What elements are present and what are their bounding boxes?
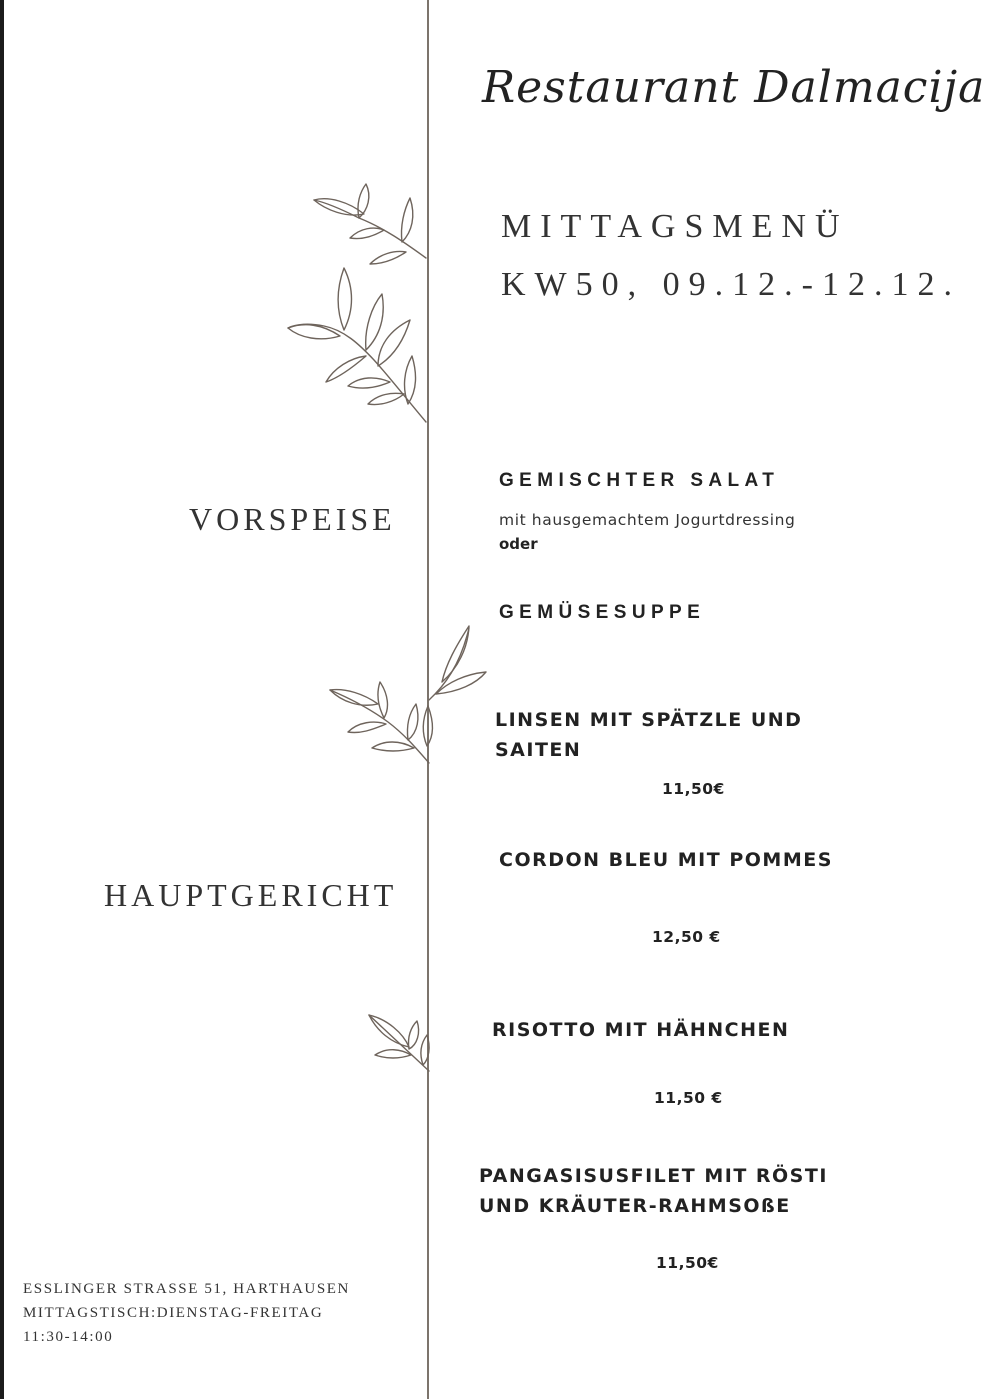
dish-name-line: UND KRÄUTER-RAHMSOßE — [479, 1195, 791, 1217]
starter-option-description: mit hausgemachtem Jogurtdressing — [499, 511, 796, 529]
menu-week: KW50, 09.12.-12.12. — [501, 266, 961, 303]
leaf-branch-icon — [324, 620, 494, 770]
dish-price-4: 11,50€ — [656, 1254, 719, 1272]
section-label-hauptgericht: HAUPTGERICHT — [104, 877, 398, 913]
main-dish-3 — [492, 1015, 789, 1045]
footer-info — [23, 1277, 350, 1349]
restaurant-name: Restaurant Dalmacija — [482, 62, 986, 113]
footer-days: MITTAGSTISCH:DIENSTAG-FREITAG — [23, 1305, 324, 1321]
main-dish-2 — [499, 845, 833, 875]
dish-name-line: LINSEN MIT SPÄTZLE UND — [495, 709, 803, 731]
dish-name-line: CORDON BLEU MIT POMMES — [499, 849, 833, 871]
main-dish-4 — [479, 1161, 828, 1221]
leaf-branch-icon — [359, 1005, 434, 1075]
menu-title: MITTAGSMENÜ — [501, 208, 849, 245]
dish-name-line: RISOTTO MIT HÄHNCHEN — [492, 1019, 790, 1041]
menu-page — [4, 0, 997, 1399]
dish-price-2: 12,50 € — [652, 928, 721, 946]
starter-option-salad: GEMISCHTER SALAT — [499, 470, 780, 491]
starter-option-soup: GEMÜSESUPPE — [499, 602, 706, 623]
dish-name-line: SAITEN — [495, 739, 582, 761]
dish-price-1: 11,50€ — [662, 780, 725, 798]
dish-price-3: 11,50 € — [654, 1089, 723, 1107]
starter-connector: oder — [499, 535, 538, 553]
footer-address: ESSLINGER STRASSE 51, HARTHAUSEN — [23, 1281, 350, 1297]
dish-name-line: PANGASISUSFILET MIT RÖSTI — [479, 1165, 828, 1187]
main-dish-1 — [495, 705, 802, 765]
section-label-vorspeise: VORSPEISE — [189, 501, 396, 537]
footer-hours: 11:30-14:00 — [23, 1329, 114, 1345]
leaf-branch-icon — [274, 180, 434, 430]
